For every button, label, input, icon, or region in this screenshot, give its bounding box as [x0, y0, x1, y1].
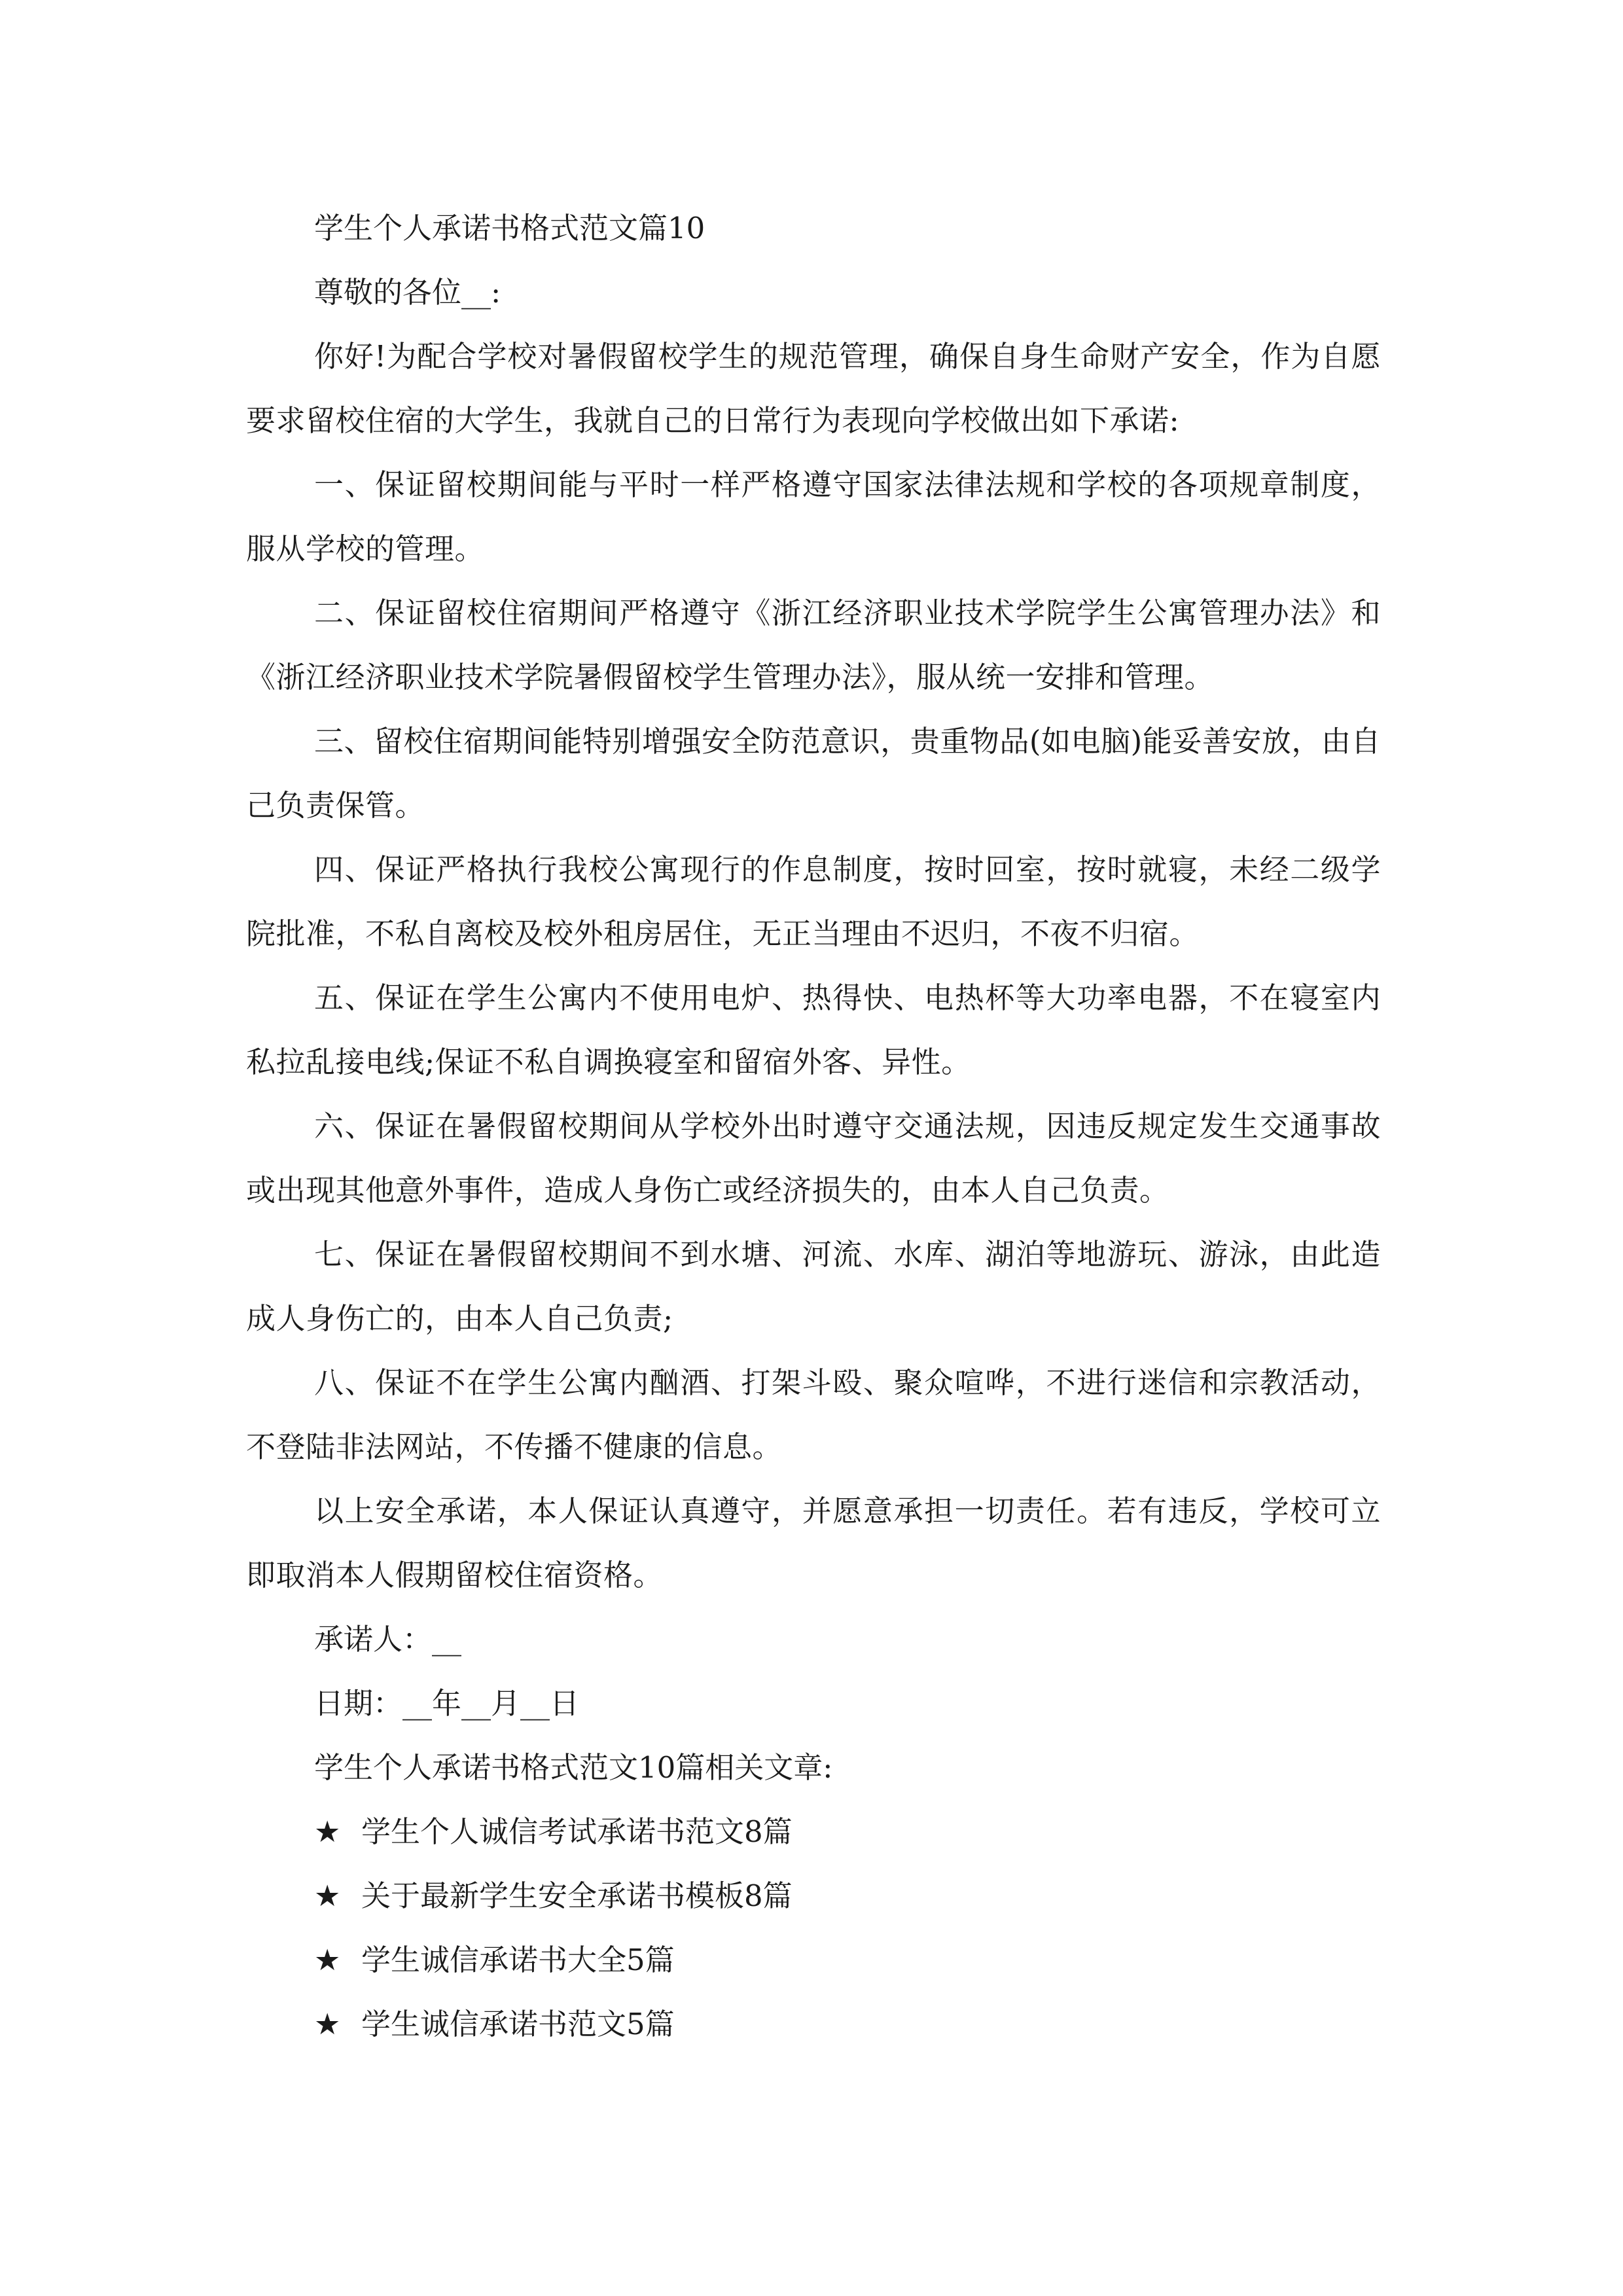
document-page	[246, 196, 1381, 2056]
related-link-label: 学生诚信承诺书范文5篇	[361, 2007, 675, 2041]
related-link-3[interactable]	[246, 1928, 1381, 1992]
paragraph-clause-8: 八、保证不在学生公寓内酗酒、打架斗殴、聚众喧哗，不进行迷信和宗教活动，不登陆非法网站，不传播不健康的信息。	[246, 1365, 1381, 1464]
paragraph-clause-3: 三、留校住宿期间能特别增强安全防范意识，贵重物品(如电脑)能妥善安放，由自己负责保管。	[246, 724, 1381, 823]
star-icon: ★	[314, 1943, 341, 1977]
paragraph-clause-2: 二、保证留校住宿期间严格遵守《浙江经济职业技术学院学生公寓管理办法》和《浙江经济职业技术学院暑假留校学生管理办法》，服从统一安排和管理。	[246, 596, 1381, 694]
paragraph-clause-1: 一、保证留校期间能与平时一样严格遵守国家法律法规和学校的各项规章制度，服从学校的管理。	[246, 467, 1381, 566]
related-link-4[interactable]	[246, 1992, 1381, 2056]
document-title: 学生个人承诺书格式范文篇10	[314, 211, 705, 245]
paragraph-clause-7: 七、保证在暑假留校期间不到水塘、河流、水库、湖泊等地游玩、游泳，由此造成人身伤亡的，由本人自己负责;	[246, 1237, 1381, 1336]
related-link-label: 学生诚信承诺书大全5篇	[361, 1943, 675, 1977]
paragraph-clause-4: 四、保证严格执行我校公寓现行的作息制度，按时回室，按时就寝，未经二级学院批准，不私自离校及校外租房居住，无正当理由不迟归，不夜不归宿。	[246, 852, 1381, 951]
related-link-1[interactable]	[246, 1800, 1381, 1864]
paragraph-clause-5: 五、保证在学生公寓内不使用电炉、热得快、电热杯等大功率电器，不在寝室内私拉乱接电线;保证不私自调换寝室和留宿外客、异性。	[246, 980, 1381, 1079]
paragraph-conclusion: 以上安全承诺，本人保证认真遵守，并愿意承担一切责任。若有违反，学校可立即取消本人假期留校住宿资格。	[246, 1494, 1381, 1592]
star-icon: ★	[314, 2007, 341, 2041]
related-link-label: 关于最新学生安全承诺书模板8篇	[361, 1878, 793, 1913]
salutation: 尊敬的各位__:	[314, 275, 501, 310]
related-link-2[interactable]	[246, 1864, 1381, 1928]
paragraph-clause-6: 六、保证在暑假留校期间从学校外出时遵守交通法规，因违反规定发生交通事故或出现其他意外事件，造成人身伤亡或经济损失的，由本人自己负责。	[246, 1109, 1381, 1208]
related-link-label: 学生个人诚信考试承诺书范文8篇	[361, 1814, 793, 1849]
star-icon: ★	[314, 1814, 341, 1849]
date-line: 日期：__年__月__日	[314, 1686, 580, 1721]
star-icon: ★	[314, 1878, 341, 1913]
signature-line: 承诺人：__	[314, 1622, 462, 1657]
related-heading: 学生个人承诺书格式范文10篇相关文章:	[314, 1750, 833, 1785]
paragraph-intro: 你好!为配合学校对暑假留校学生的规范管理，确保自身生命财产安全，作为自愿要求留校住宿的大学生，我就自己的日常行为表现向学校做出如下承诺:	[246, 339, 1381, 438]
